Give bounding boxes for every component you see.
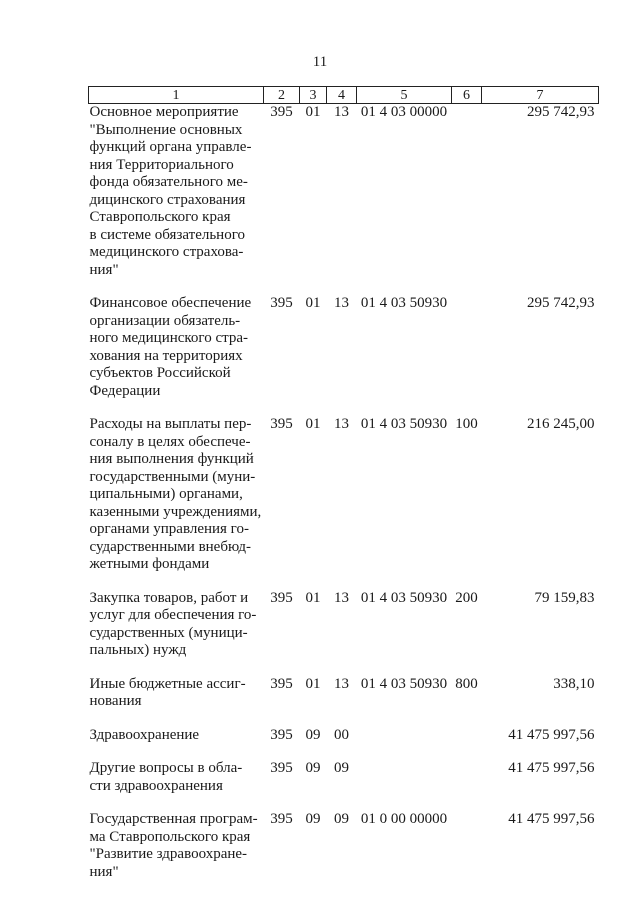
row-name: Иные бюджетные ассиг- нования [89,675,246,709]
row-ministry: 395 [270,416,293,432]
row-ministry: 395 [270,726,293,743]
row-amount: 338,10 [553,675,595,692]
table-row [89,590,599,676]
row-subsection: 13 [334,675,349,692]
row-amount: 41 475 997,56 [508,760,595,776]
row-subsection: 09 [334,811,349,827]
row-amount: 295 742,93 [527,295,595,311]
row-section: 01 [305,675,321,692]
row-subsection: 13 [334,589,349,606]
row-target: 01 4 03 50930 [360,589,448,606]
page-number: 11 [312,54,328,70]
row-amount: 295 742,93 [527,104,595,120]
row-target [357,727,452,761]
row-subsection: 13 [334,295,349,311]
row-target: 01 4 03 50930 [360,416,448,432]
table-row [89,295,599,416]
table-row [89,416,599,590]
row-ministry: 395 [270,811,293,827]
header-col-7: 7 [482,87,599,104]
row-name: Государственная програм- ма Ставропольского края "Развитие здравоохране- ния" [89,811,258,880]
header-col-2: 2 [264,87,300,104]
table-row [89,727,599,761]
row-amount: 41 475 997,56 [508,726,595,743]
row-subsection: 09 [334,760,349,776]
row-expense-type: 100 [455,416,478,432]
row-subsection: 13 [334,104,349,120]
row-section: 09 [305,760,321,776]
row-ministry: 395 [270,295,293,311]
row-expense-type [452,104,482,296]
row-amount: 41 475 997,56 [508,811,595,827]
row-target: 01 4 03 50930 [360,675,448,692]
row-target: 01 4 03 50930 [360,295,448,311]
row-name: Расходы на выплаты пер- соналу в целях обеспече- ния выполнения функций государственными (муни- ципальными) органами, казенными учреждениями, органами управления го- сударственными внебюд- жетными фондами [89,416,262,572]
row-name: Другие вопросы в обла- сти здравоохранения [89,760,243,794]
row-name: Финансовое обеспечение организации обязатель- ного медицинского стра- хования на территориях субъектов Российской Федерации [89,295,252,399]
row-expense-type [452,811,482,897]
row-section: 09 [305,726,321,743]
row-subsection: 00 [334,726,349,743]
row-name: Основное мероприятие "Выполнение основных функций органа управле- ния Территориального фонда обязательного ме- дицинского страхования Ставропольского края в системе обязательного медицинского страхова- ния" [89,104,252,278]
row-name: Закупка товаров, работ и услуг для обеспечения го- сударственных (муници- пальных) нужд [89,589,257,658]
row-expense-type: 800 [455,675,478,692]
budget-table [88,86,599,897]
table-header [89,87,599,104]
row-section: 01 [305,295,321,311]
header-col-5: 5 [357,87,452,104]
row-expense-type: 200 [455,589,478,606]
header-col-4: 4 [327,87,357,104]
row-section: 01 [305,416,321,432]
header-col-3: 3 [300,87,327,104]
row-amount: 79 159,83 [534,589,595,606]
row-ministry: 395 [270,589,293,606]
row-ministry: 395 [270,760,293,776]
row-target: 01 4 03 00000 [360,104,448,120]
row-section: 01 [305,589,321,606]
row-expense-type [452,295,482,416]
row-name: Здравоохранение [89,726,200,743]
row-subsection: 13 [334,416,349,432]
row-target: 01 0 00 00000 [360,811,448,827]
row-section: 01 [305,104,321,120]
row-amount: 216 245,00 [527,416,595,432]
table-row [89,676,599,727]
row-target [357,760,452,811]
table-row [89,104,599,296]
row-section: 09 [305,811,321,827]
row-ministry: 395 [270,104,293,120]
table-row [89,760,599,811]
table-body [89,104,599,897]
row-expense-type [452,760,482,811]
header-col-1: 1 [89,87,264,104]
table-row [89,811,599,897]
row-ministry: 395 [270,675,293,692]
row-expense-type [452,727,482,761]
header-col-6: 6 [452,87,482,104]
header-row [89,87,599,104]
